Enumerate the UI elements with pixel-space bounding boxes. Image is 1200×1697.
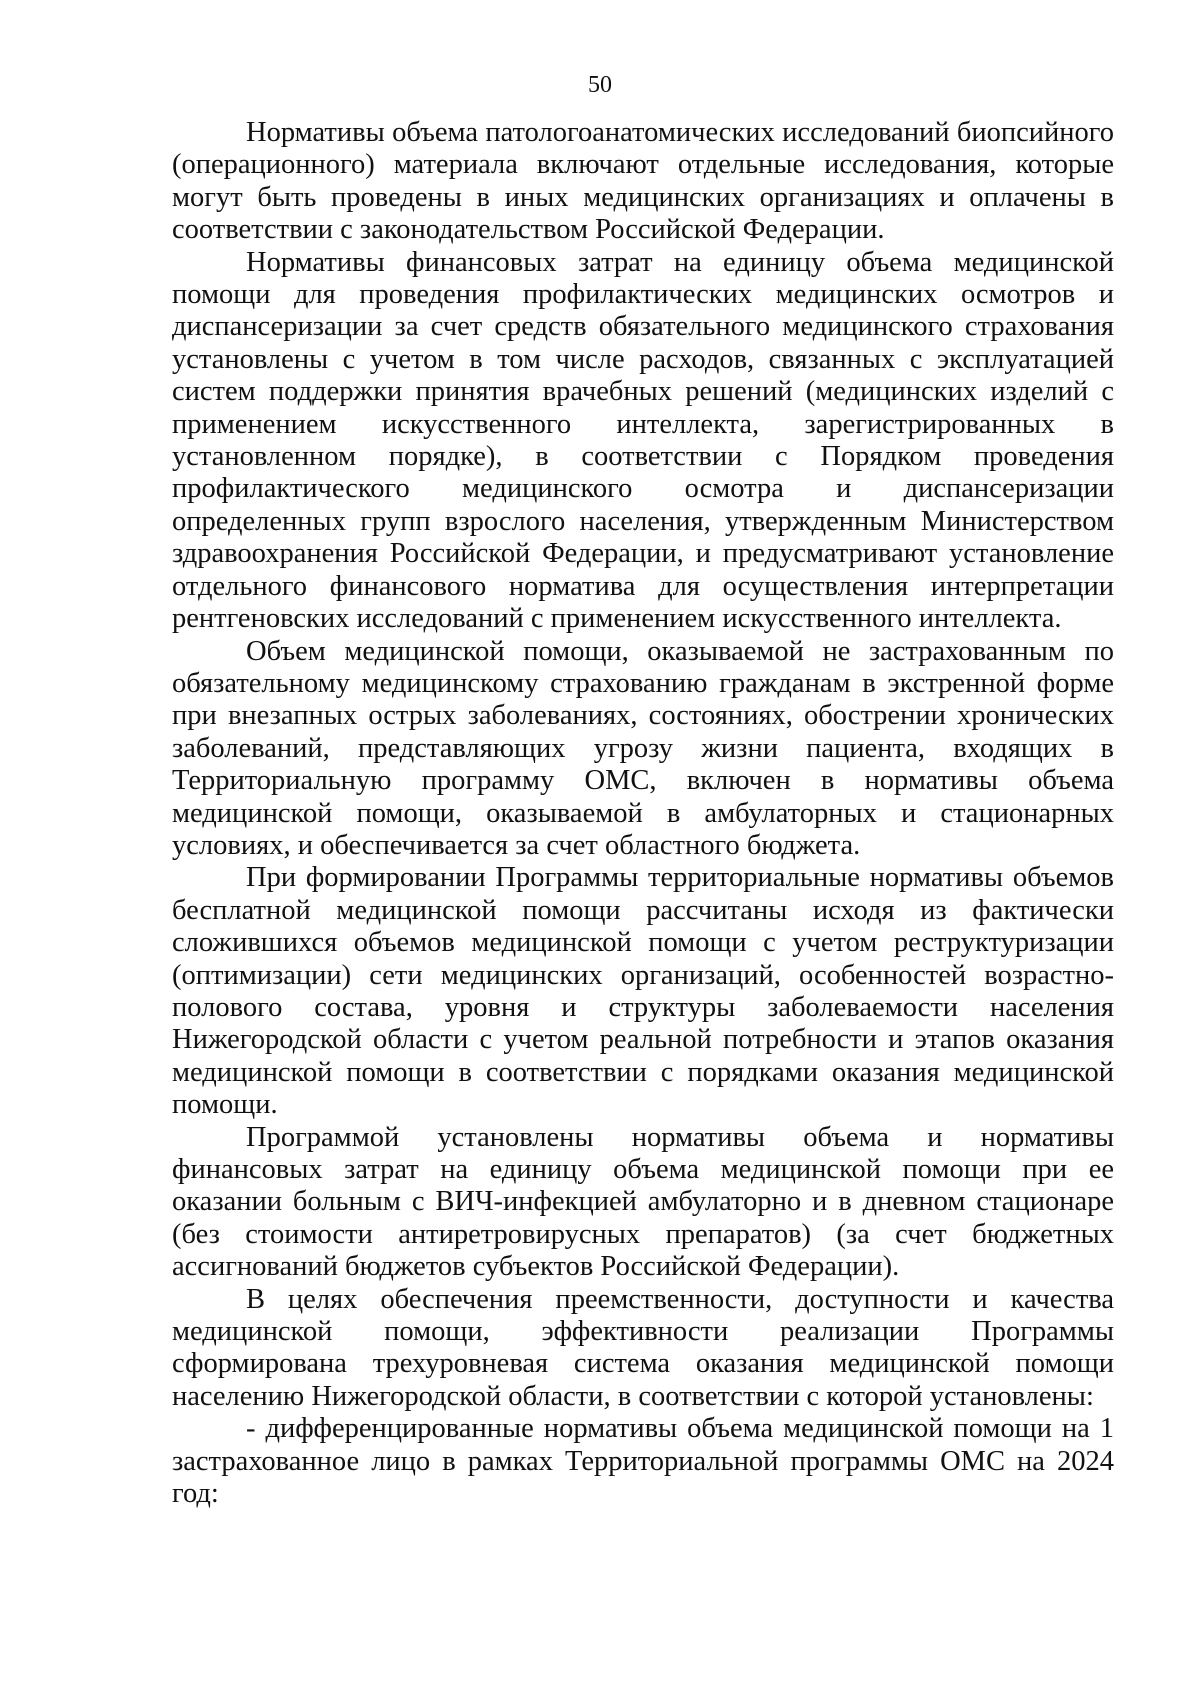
- body-text: [172, 117, 1114, 1510]
- paragraph-territorial-volume-norms: При формировании Программы территориальные нормативы объемов бесплатной медицинской помощи рассчитаны исходя из фактически сложившихся объемов медицинской помощи с учетом реструктуризации (оптимизации) сети медицинских организаций, особенностей возрастно-полового состава, уровня и структуры заболеваемости населения Нижегородской области с учетом реальной потребности и этапов оказания медицинской помощи в соответствии с порядками оказания медицинской помощи.: [172, 862, 1114, 1121]
- paragraph-pathology-norms: Нормативы объема патологоанатомических исследований биопсийного (операционного) материала включают отдельные исследования, которые могут быть проведены в иных медицинских организациях и оплачены в соответствии с законодательством Российской Федерации.: [172, 117, 1114, 246]
- paragraph-differentiated-norms: - дифференцированные нормативы объема медицинской помощи на 1 застрахованное лицо в рамках Территориальной программы ОМС на 2024 год:: [172, 1413, 1114, 1510]
- page-number: 50: [588, 72, 612, 98]
- paragraph-three-level-system: В целях обеспечения преемственности, доступности и качества медицинской помощи, эффективности реализации Программы сформирована трехуровневая система оказания медицинской помощи населению Нижегородской области, в соответствии с которой установлены:: [172, 1283, 1114, 1412]
- paragraph-uninsured-emergency-care: Объем медицинской помощи, оказываемой не застрахованным по обязательному медицинскому страхованию гражданам в экстренной форме при внезапных острых заболеваниях, состояниях, обострении хронических заболеваний, представляющих угрозу жизни пациента, входящих в Территориальную программу ОМС, включен в нормативы объема медицинской помощи, оказываемой в амбулаторных и стационарных условиях, и обеспечивается за счет областного бюджета.: [172, 635, 1114, 861]
- paragraph-hiv-care-norms: Программой установлены нормативы объема и нормативы финансовых затрат на единицу объема медицинской помощи при ее оказании больным с ВИЧ-инфекцией амбулаторно и в дневном стационаре (без стоимости антиретровирусных препаратов) (за счет бюджетных ассигнований бюджетов субъектов Российской Федерации).: [172, 1121, 1114, 1283]
- paragraph-financial-norms: Нормативы финансовых затрат на единицу объема медицинской помощи для проведения профилактических медицинских осмотров и диспансеризации за счет средств обязательного медицинского страхования установлены с учетом в том числе расходов, связанных с эксплуатацией систем поддержки принятия врачебных решений (медицинских изделий с применением искусственного интеллекта, зарегистрированных в установленном порядке), в соответствии с Порядком проведения профилактического медицинского осмотра и диспансеризации определенных групп взрослого населения, утвержденным Министерством здравоохранения Российской Федерации, и предусматривают установление отдельного финансового норматива для осуществления интерпретации рентгеновских исследований с применением искусственного интеллекта.: [172, 246, 1114, 635]
